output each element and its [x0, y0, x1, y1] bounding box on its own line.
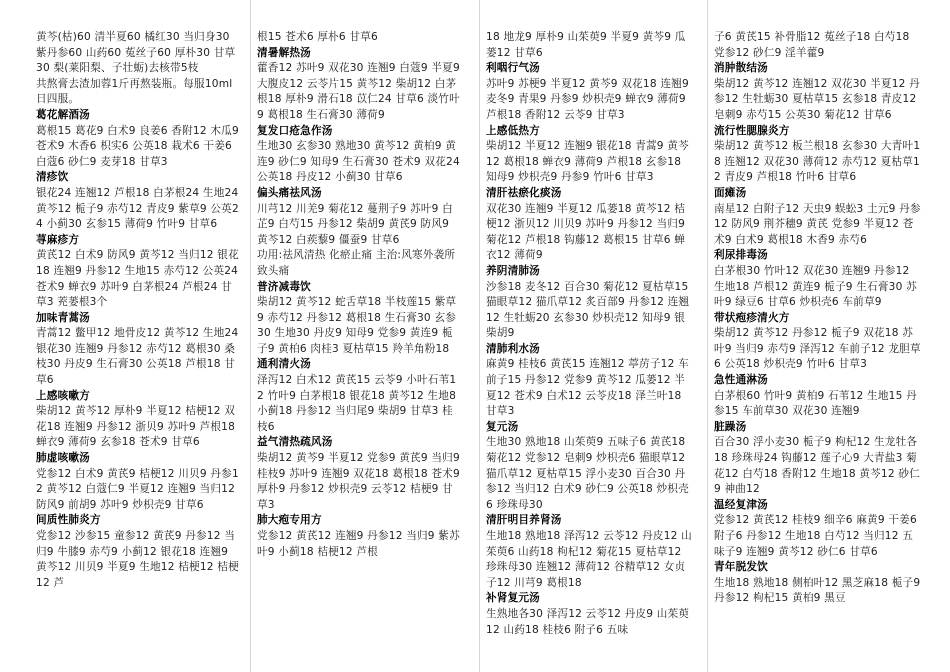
recipe-ingredients: 柴胡12 黄芩12 丹参12 栀子9 双花18 苏叶9 当归9 赤芍9 泽泻12 车前子12 龙胆草6 公英18 炒枳壳9 竹叶6 甘草3 — [714, 327, 921, 371]
recipe-title: 清肝明目养肾汤 — [486, 514, 562, 527]
recipe-title: 清疹饮 — [36, 171, 69, 184]
recipe-title: 补肾复元汤 — [486, 592, 540, 605]
recipe-ingredients: 柴胡12 黄芩12 厚朴9 半夏12 桔梗12 双花18 连翘9 丹参12 浙贝9 苏叶9 芦根18 蝉衣9 薄荷9 玄参18 苍术9 甘草6 — [36, 405, 236, 449]
recipe-ingredients: 生地18 熟地18 泽泻12 云苓12 丹皮12 山茱萸6 山药18 枸杞12 菊花15 夏枯草12 珍珠母30 连翘12 薄荷12 谷精草12 女贞子12 川芎9 葛根18 — [486, 530, 692, 589]
recipe-title: 偏头痛祛风汤 — [257, 186, 322, 199]
recipe-title: 利尿排毒汤 — [714, 249, 768, 262]
text-column-4 — [707, 0, 929, 672]
recipe-title: 清肺利水汤 — [486, 342, 540, 355]
recipe-ingredients: 生熟地各30 泽泻12 云苓12 丹皮9 山茱萸12 山药18 桂枝6 附子6 五味 — [486, 607, 690, 636]
recipe-title: 荨麻疹方 — [36, 233, 80, 246]
recipe-ingredients: 南星12 白附子12 天虫9 蜈蚣3 土元9 丹参12 防风9 荆芥穗9 黄芪 党参9 半夏12 苍术9 白术9 葛根18 木香9 赤芍6 — [714, 202, 921, 246]
recipe-ingredients: 银花24 连翘12 芦根18 白茅根24 生地24 黄芩12 栀子9 赤芍12 青皮9 紫草9 公英24 小蓟30 玄参15 薄荷9 竹叶9 甘草6 — [36, 186, 239, 231]
recipe-title: 带状疱疹清火方 — [714, 311, 790, 324]
recipe-title: 脏躁汤 — [714, 420, 747, 433]
recipe-title: 复发口疮急作汤 — [257, 124, 333, 137]
recipe-title: 间质性肺炎方 — [36, 514, 101, 527]
recipe-ingredients: 党参12 白术9 黄芪9 桔梗12 川贝9 丹参12 黄芩12 白蔻仁9 半夏12 连翘9 当归12 防风9 前胡9 苏叶9 炒枳壳9 甘草6 — [36, 467, 239, 511]
recipe-ingredients: 黄芪12 白术9 防风9 黄芩12 当归12 银花18 连翘9 丹参12 生地15 赤芍12 公英24 苍术9 蝉衣9 苏叶9 白茅根24 芦根24 甘草3 茺蒌根3个 — [36, 249, 239, 309]
recipe-ingredients: 双花30 连翘9 半夏12 瓜蒌18 黄芩12 桔梗12 浙贝12 川贝9 苏叶9 丹参12 当归9 菊花12 芦根18 钩藤12 葛根15 甘草6 蝉衣12 薄荷9 — [486, 202, 686, 262]
recipe-ingredients: 子6 黄芪15 补骨脂12 菟丝子18 白芍18 党参12 砂仁9 淫羊藿9 — [714, 31, 910, 59]
recipe-title: 青年脱发饮 — [714, 561, 768, 574]
recipe-ingredients: 白茅根60 竹叶9 黄柏9 石苇12 生地15 丹参15 车前草30 双花30 连翘9 — [714, 389, 917, 418]
recipe-title: 通利清火汤 — [257, 358, 311, 371]
recipe-ingredients: 川芎12 川羌9 菊花12 蔓荆子9 苏叶9 白芷9 白芍15 丹参12 柴胡9 黄芪9 防风9 黄芩12 白蒺藜9 僵蚕9 甘草6 — [257, 202, 453, 246]
recipe-ingredients: 18 地龙9 厚朴9 山茱萸9 半夏9 黄芩9 瓜蒌12 甘草6 — [486, 31, 686, 59]
recipe-ingredients: 黄芩(枯)60 清半夏60 橘红30 当归身30 紫丹参60 山药60 菟丝子60 厚朴30 甘草30 梨(莱阳梨、子壮蛎)去核带5枝 — [36, 31, 236, 75]
recipe-title: 葛花解酒汤 — [36, 108, 90, 121]
recipe-ingredients: 葛根15 葛花9 白术9 良姜6 香附12 木瓜9 苍术9 木香6 枳实6 公英18 栽术6 干姜6 白蔻6 砂仁9 麦芽18 甘草3 — [36, 124, 239, 168]
recipe-ingredients: 柴胡12 黄芩12 连翘12 双花30 半夏12 丹参12 生牡蛎30 夏枯草15 玄参18 青皮12 皂刺9 赤芍15 公英30 菊花12 甘草6 — [714, 77, 920, 121]
recipe-ingredients: 根15 苍术6 厚朴6 甘草6 — [257, 31, 378, 43]
recipe-ingredients: 柴胡12 黄芩12 板兰根18 玄参30 大青叶18 连翘12 双花30 薄荷12 赤芍12 夏枯草12 青皮9 芦根18 竹叶6 甘草6 — [714, 140, 921, 184]
recipe-title: 消肿散结汤 — [714, 62, 768, 75]
recipe-ingredients: 共熬膏去渣加蓉1斤再熬装瓶。每服10ml日四服。 — [36, 77, 233, 106]
recipe-ingredients: 功用:祛风清热 化瘀止痛 主治:风寒外袭所致头痛 — [257, 249, 456, 277]
recipe-ingredients: 党参12 黄芪12 连翘9 丹参12 当归9 紫苏叶9 小蓟18 桔梗12 芦根 — [257, 530, 460, 558]
recipe-ingredients: 百合30 浮小麦30 栀子9 枸杞12 生龙牡各18 珍珠母24 钩藤12 莲子心9 大青盐3 菊花12 白芍18 香附12 生地18 黄芩12 砂仁9 神曲12 — [714, 436, 920, 496]
recipe-ingredients: 沙参18 麦冬12 百合30 菊花12 夏枯草15 猫眼草12 猫爪草12 炙百部9 丹参12 连翘12 生牡蛎20 玄参30 炒枳壳12 知母9 银柴胡9 — [486, 280, 690, 340]
text-column-3 — [479, 0, 699, 672]
recipe-title: 清肝祛瘀化痰汤 — [486, 186, 562, 199]
text-column-1 — [30, 0, 246, 672]
recipe-ingredients: 生地30 玄参30 熟地30 黄芩12 黄柏9 黄连9 砂仁9 知母9 生石膏30 苍术9 双花24 公英18 丹皮12 小蓟30 甘草6 — [257, 140, 460, 184]
recipe-title: 加味青蒿汤 — [36, 311, 90, 324]
recipe-title: 急性通淋汤 — [714, 374, 768, 387]
recipe-ingredients: 柴胡12 半夏12 连翘9 银花18 青蒿9 黄芩12 葛根18 蝉衣9 薄荷9 芦根18 玄参18 知母9 炒枳壳9 丹参9 竹叶6 甘草3 — [486, 140, 689, 184]
recipe-ingredients: 党参12 沙参15 童参12 黄芪9 丹参12 当归9 牛膝9 赤芍9 小蓟12 银花18 连翘9 黄芩12 川贝9 半夏9 生地12 桔梗12 桔梗12 芦 — [36, 530, 239, 589]
recipe-title: 复元汤 — [486, 420, 519, 433]
recipe-title: 肺虚咳嗽汤 — [36, 452, 90, 465]
recipe-title: 流行性腮腺炎方 — [714, 124, 790, 137]
recipe-title: 肺大疱专用方 — [257, 514, 322, 527]
recipe-ingredients: 白茅根30 竹叶12 双花30 连翘9 丹参12 生地18 芦根12 黄连9 栀子9 生石膏30 苏叶9 绿豆6 甘草6 炒枳壳6 车前草9 — [714, 264, 917, 309]
recipe-title: 面瘫汤 — [714, 186, 747, 199]
recipe-ingredients: 青蒿12 鳖甲12 地骨皮12 黄芩12 生地24 银花30 连翘9 丹参12 赤芍12 葛根30 桑枝30 丹皮9 生石膏30 公英18 芦根18 甘草6 — [36, 327, 239, 387]
recipe-title: 上感咳嗽方 — [36, 389, 90, 402]
recipe-ingredients: 泽泻12 白术12 黄芪15 云苓9 小叶石苇12 竹叶9 白茅根18 银花18 黄芩12 生地8 小蓟18 丹参12 当归尾9 柴胡9 甘草3 桂枝6 — [257, 374, 457, 433]
recipe-title: 温经复津汤 — [714, 498, 768, 511]
text-column-2 — [250, 0, 466, 672]
recipe-ingredients: 柴胡12 黄芩9 半夏12 党参9 黄芪9 当归9 桂枝9 苏叶9 连翘9 双花18 葛根18 苍术9 厚朴9 丹参12 炒枳壳9 云苓12 桔梗9 甘草3 — [257, 452, 460, 511]
recipe-title: 益气清热疏风汤 — [257, 436, 333, 449]
recipe-ingredients: 麻黄9 桂枝6 黄芪15 连翘12 葶苈子12 车前子15 丹参12 党参9 黄芩12 瓜蒌12 半夏12 苍术9 白术12 云苓皮18 泽兰叶18 甘草3 — [486, 358, 689, 418]
recipe-ingredients: 生地30 熟地18 山茱萸9 五味子6 黄芪18 菊花12 党参12 皂刺9 炒枳壳6 猫眼草12 猫爪草12 夏枯草15 浮小麦30 百合30 丹参12 当归12 白术9 砂仁9 公英18 炒枳壳6 珍珠母30 — [486, 436, 689, 511]
recipe-ingredients: 藿香12 苏叶9 双花30 连翘9 白蔻9 半夏9 大腹皮12 云苓片15 黄芩12 柴胡12 白茅根18 厚朴9 滑石18 苡仁24 甘草6 淡竹叶9 葛根18 生石膏30 薄荷9 — [257, 62, 460, 121]
recipe-ingredients: 苏叶9 苏梗9 半夏12 黄芩9 双花18 连翘9 麦冬9 青果9 丹参9 炒枳壳9 蝉衣9 薄荷9 芦根18 香附12 云苓9 甘草3 — [486, 77, 689, 121]
recipe-title: 养阴清肺汤 — [486, 264, 540, 277]
recipe-ingredients: 生地18 熟地18 侧柏叶12 黑芝麻18 栀子9 丹参12 枸杞15 黄柏9 黑豆 — [714, 576, 921, 605]
recipe-ingredients: 柴胡12 黄芩12 蛇舌草18 半枝莲15 紫草9 赤芍12 丹参12 葛根18 生石膏30 玄参30 生地30 丹皮9 知母9 党参9 黄连9 栀子9 黄柏6 肉桂3 夏枯草15 羚羊角粉18 — [257, 296, 457, 355]
recipe-title: 清暑解热汤 — [257, 46, 311, 59]
recipe-title: 利咽行气汤 — [486, 62, 540, 75]
recipe-title: 上感低热方 — [486, 124, 540, 137]
recipe-ingredients: 党参12 黄芪12 桂枝9 细辛6 麻黄9 干姜6 附子6 丹参12 生地18 白芍12 当归12 五味子9 连翘9 黄芩12 砂仁6 甘草6 — [714, 514, 917, 558]
recipe-title: 普济减毒饮 — [257, 280, 311, 293]
